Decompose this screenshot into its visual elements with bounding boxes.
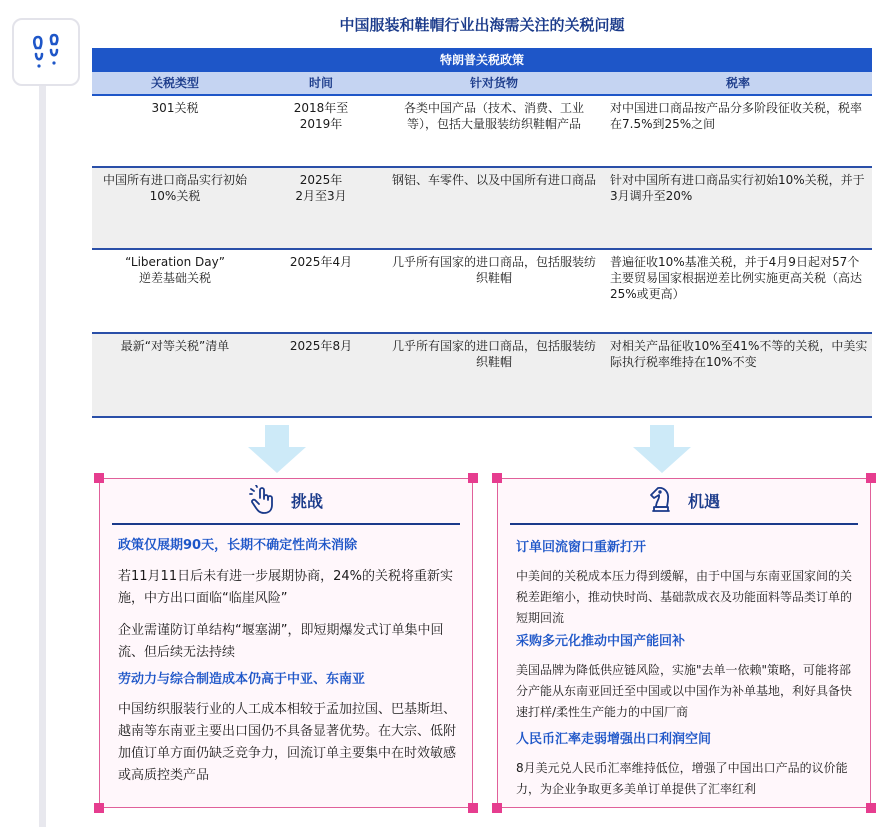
down-arrow-icon xyxy=(248,425,306,473)
cell-time: 2025年8月 xyxy=(289,339,353,353)
challenge-heading-2: 劳动力与综合制造成本仍高于中亚、东南亚 xyxy=(118,672,366,687)
page-title: 中国服装和鞋帽行业出海需关注的关税问题 xyxy=(339,16,625,34)
cell-type: 最新“对等关税”清单 xyxy=(120,339,230,353)
touch-gesture-icon xyxy=(249,485,277,515)
table-row xyxy=(92,250,872,334)
challenge-header xyxy=(100,481,472,519)
table-row xyxy=(92,96,872,168)
challenge-paragraph-1: 若11月11日后未有进一步展期协商，24%的关税将重新实施，中方出口面临“临崖风险” xyxy=(118,569,453,606)
cell-time: 2025年4月 xyxy=(289,255,353,269)
opportunity-heading-2: 采购多元化推动中国产能回补 xyxy=(516,634,686,649)
opportunity-paragraph-3: 8月美元兑人民币汇率维持低位，增强了中国出口产品的议价能力，为企业争取更多美单订单提供了汇率红利 xyxy=(516,761,848,796)
down-arrow-icon xyxy=(633,425,691,473)
column-header-rate: 税率 xyxy=(725,76,750,90)
logo xyxy=(12,18,80,86)
cell-time: 2025年 2月至3月 xyxy=(295,173,347,203)
cell-goods: 几乎所有国家的进口商品，包括服装纺织鞋帽 xyxy=(392,339,597,369)
cell-rate: 对相关产品征收10%至41%不等的关税，中美实际执行税率维持在10%不变 xyxy=(610,339,868,369)
column-header-time: 时间 xyxy=(308,76,333,90)
table-row xyxy=(92,334,872,418)
cell-rate: 对中国进口商品按产品分多阶段征收关税，税率在7.5%到25%之间 xyxy=(610,101,863,131)
cell-goods: 几乎所有国家的进口商品，包括服装纺织鞋帽 xyxy=(392,255,597,285)
challenge-paragraph-2: 企业需谨防订单结构“堰塞湖”，即短期爆发式订单集中回流、但后续无法持续 xyxy=(118,623,444,660)
column-headers xyxy=(92,72,872,96)
opportunity-paragraph-1: 中美间的关税成本压力得到缓解，由于中国与东南亚国家间的关税差距缩小，推动快时尚、基础款成衣及功能面料等品类订单的短期回流 xyxy=(516,569,853,625)
cell-type: 中国所有进口商品实行初始10%关税 xyxy=(102,173,247,203)
opportunity-heading-3: 人民币汇率走弱增强出口利润空间 xyxy=(516,732,712,747)
divider xyxy=(112,523,460,525)
challenge-panel xyxy=(99,478,473,808)
opportunity-title: 机遇 xyxy=(687,491,720,511)
cell-goods: 各类中国产品（技术、消费、工业等），包括大量服装纺织鞋帽产品 xyxy=(403,101,584,131)
opportunity-header xyxy=(498,481,870,519)
cell-rate: 针对中国所有进口商品实行初始10%关税，并于3月调升至20% xyxy=(610,173,865,203)
table-header: 特朗普关税政策 xyxy=(92,48,872,72)
divider xyxy=(510,523,858,525)
sidebar-rail xyxy=(39,80,46,827)
cell-time: 2018年至 2019年 xyxy=(293,101,349,131)
cell-rate: 普遍征收10%基准关税，并于4月9日起对57个主要贸易国家根据逆差比例实施更高关税（高达25%或更高） xyxy=(610,255,863,301)
column-header-type: 关税类型 xyxy=(150,76,199,90)
table-row xyxy=(92,168,872,250)
tariff-table xyxy=(92,48,872,418)
footprints-icon xyxy=(26,32,66,72)
opportunity-heading-1: 订单回流窗口重新打开 xyxy=(516,540,647,555)
cell-goods: 钢铝、车零件、以及中国所有进口商品 xyxy=(392,173,597,187)
chess-knight-icon xyxy=(648,485,674,515)
opportunity-paragraph-2: 美国品牌为降低供应链风险，实施"去单一依赖"策略，可能将部分产能从东南亚回迁至中国或以中国作为补单基地，利好具备快速打样/柔性生产能力的中国厂商 xyxy=(516,663,853,719)
cell-type: 301关税 xyxy=(151,101,199,115)
column-header-goods: 针对货物 xyxy=(469,76,518,90)
challenge-heading-1: 政策仅展期90天，长期不确定性尚未消除 xyxy=(118,538,358,553)
challenge-title: 挑战 xyxy=(290,491,323,511)
opportunity-panel xyxy=(497,478,871,808)
challenge-paragraph-3: 中国纺织服装行业的人工成本相较于孟加拉国、巴基斯坦、越南等东南亚主要出口国仍不具备显著优势。在大宗、低附加值订单方面仍缺乏竞争力，回流订单主要集中在时效敏感或高质控类产品 xyxy=(118,702,457,783)
cell-type: “Liberation Day” 逆差基础关税 xyxy=(125,255,225,285)
